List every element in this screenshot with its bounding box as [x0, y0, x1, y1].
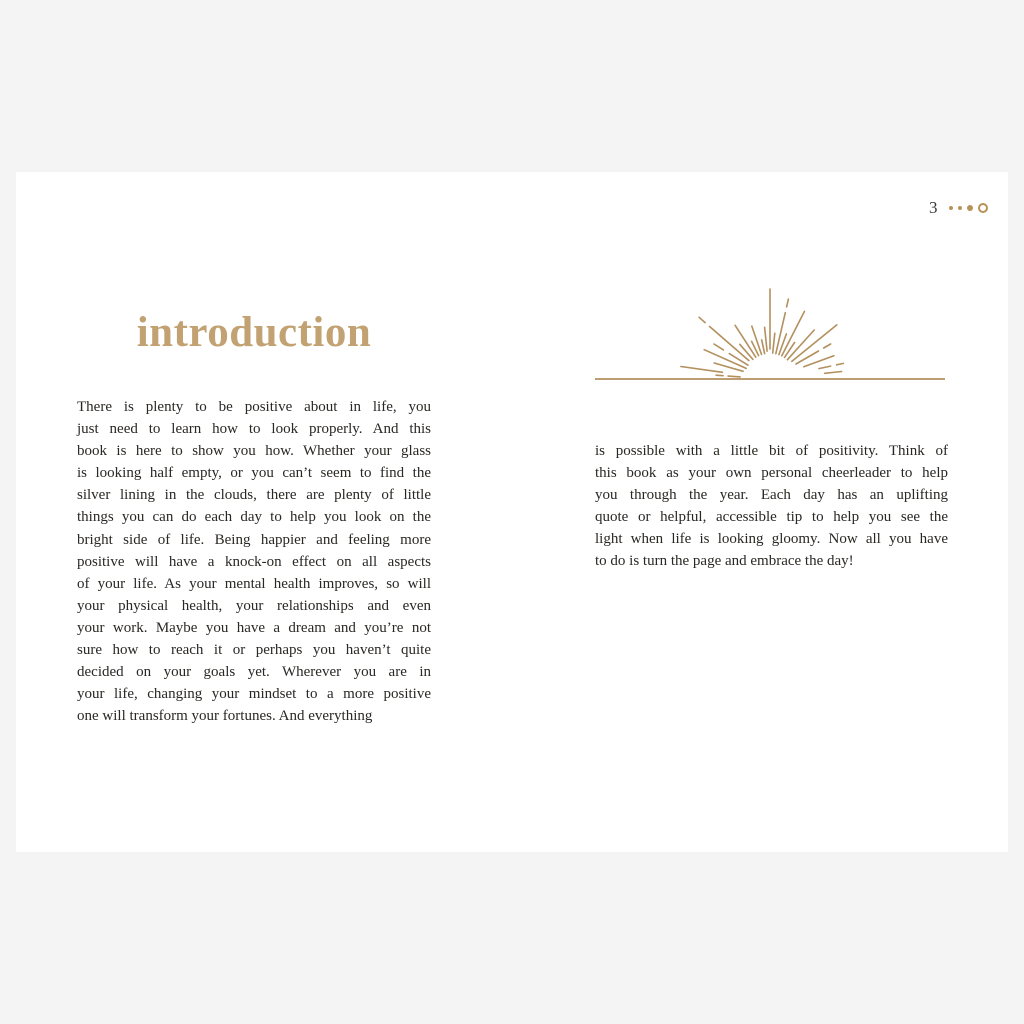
text-line: your physical health, your relationships and even	[77, 597, 431, 614]
text-line: your work. Maybe you have a dream and you’re not	[77, 619, 431, 636]
text-line: decided on your goals yet. Wherever you are in	[77, 664, 431, 681]
text-line: to do is turn the page and embrace the day!	[595, 553, 854, 570]
text-line: is looking half empty, or you can’t seem to find the	[77, 465, 431, 482]
text-line: just need to learn how to look properly. And this	[77, 421, 431, 438]
text-line: you through the year. Each day has an uplifting	[595, 487, 948, 504]
text-line: book is here to show you how. Whether your glass	[77, 443, 431, 460]
pagination-dot	[949, 206, 953, 210]
text-line: this book as your own personal cheerleader to help	[595, 465, 948, 482]
text-line: is possible with a little bit of positivity. Think of	[595, 443, 948, 459]
pagination	[929, 198, 988, 218]
left-column-text	[77, 396, 431, 727]
pagination-dot	[978, 203, 988, 213]
text-line: one will transform your fortunes. And everything	[77, 708, 373, 725]
text-line: quote or helpful, accessible tip to help you see the	[595, 509, 948, 526]
text-line: silver lining in the clouds, there are plenty of little	[77, 487, 431, 504]
text-line: sure how to reach it or perhaps you haven’t quite	[77, 642, 431, 659]
text-line: bright side of life. Being happier and feeling more	[77, 531, 431, 548]
pagination-dot	[967, 205, 973, 211]
book-page	[16, 172, 1008, 852]
text-line: things you can do each day to help you look on the	[77, 509, 431, 526]
page-number: 3	[929, 198, 938, 217]
text-line: positive will have a knock-on effect on all aspects	[77, 553, 431, 570]
text-line: of your life. As your mental health improves, so will	[77, 575, 431, 592]
text-line: There is plenty to be positive about in life, you	[77, 399, 431, 415]
text-line: light when life is looking gloomy. Now all you have	[595, 531, 948, 548]
pagination-dot	[958, 206, 962, 210]
sunburst-icon	[595, 286, 945, 382]
chapter-title: introduction	[136, 309, 372, 356]
right-column-text	[595, 440, 948, 573]
text-line: your life, changing your mindset to a more positive	[77, 686, 431, 703]
pagination-dots-icon	[949, 203, 988, 213]
